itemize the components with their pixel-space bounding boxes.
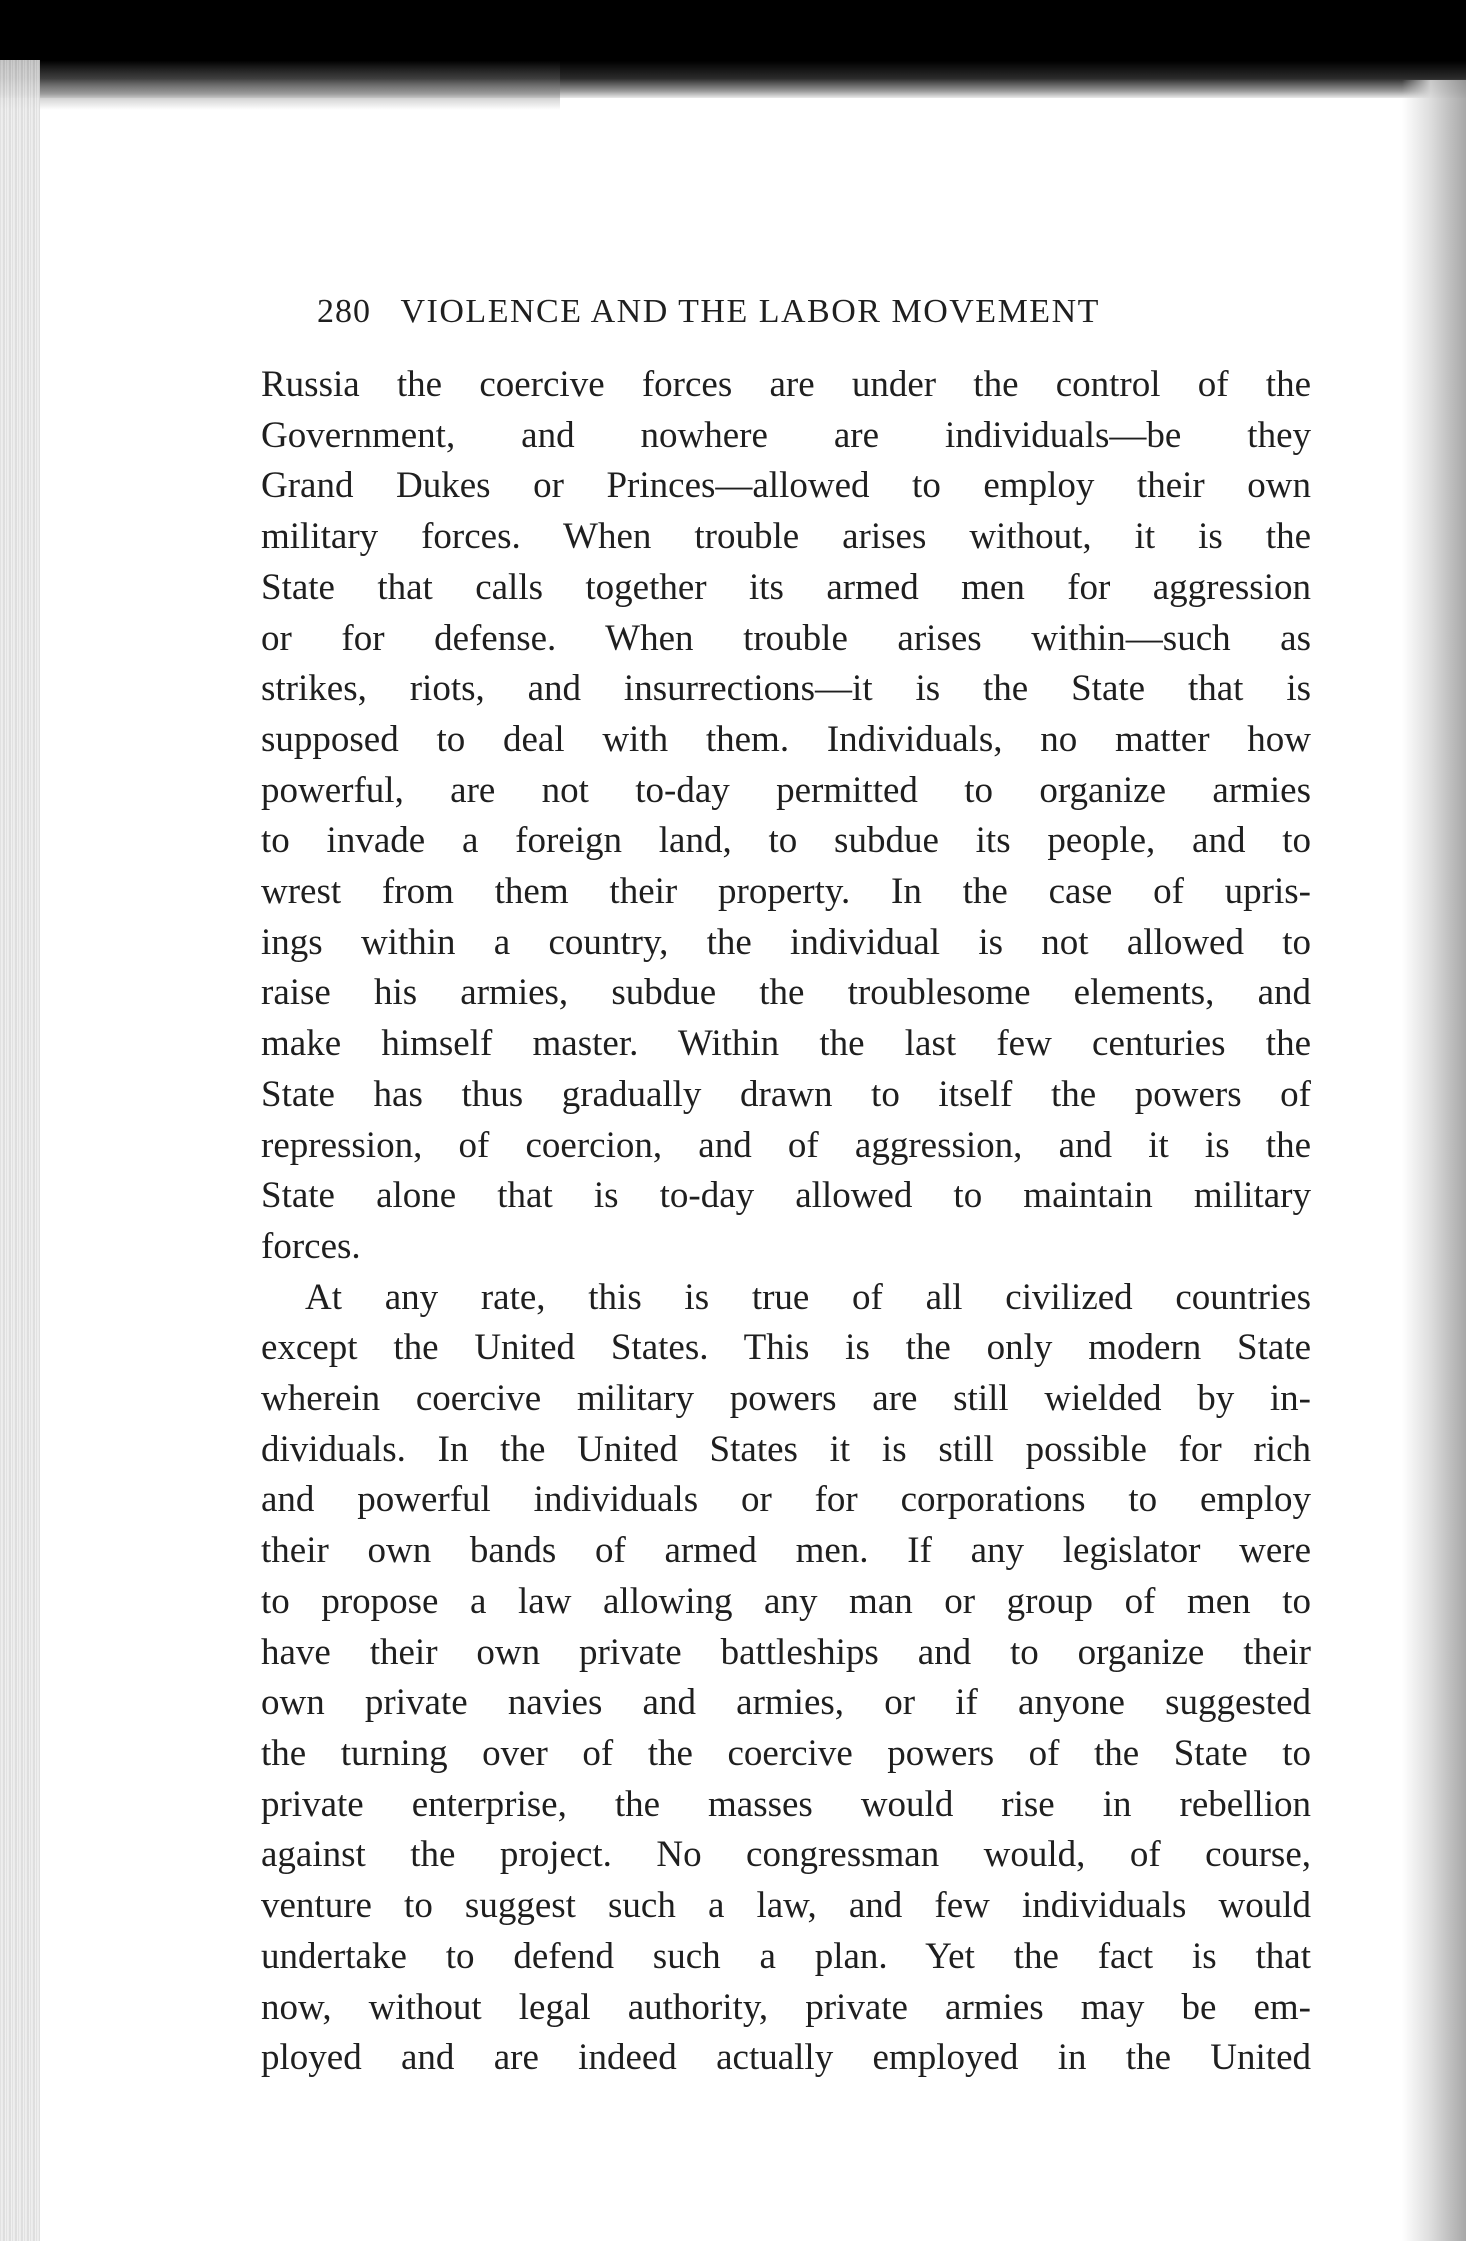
- text-line: ings within a country, the individual is not allowed to: [261, 921, 1311, 963]
- text-line: wherein coercive military powers are still wielded by in-: [261, 1378, 1311, 1420]
- text-line: military forces. When trouble arises without, it is the: [261, 516, 1311, 558]
- text-line: to invade a foreign land, to subdue its people, and to: [261, 820, 1311, 862]
- page-number: 280: [317, 293, 371, 330]
- text-line: private enterprise, the masses would rise in rebellion: [261, 1783, 1311, 1825]
- text-line: supposed to deal with them. Individuals, no matter how: [261, 718, 1311, 760]
- text-line: State has thus gradually drawn to itself the powers of: [261, 1073, 1311, 1115]
- text-line: Russia the coercive forces are under the control of the: [261, 364, 1311, 405]
- text-line: powerful, are not to-day permitted to organize armies: [261, 769, 1311, 811]
- text-line: Government, and nowhere are individuals—be they: [261, 414, 1311, 456]
- text-line: make himself master. Within the last few centuries the: [261, 1023, 1311, 1065]
- running-head: [317, 293, 1317, 331]
- text-line: State that calls together its armed men for aggression: [261, 566, 1311, 608]
- text-line: to propose a law allowing any man or group of men to: [261, 1580, 1311, 1622]
- text-line: their own bands of armed men. If any legislator were: [261, 1530, 1311, 1572]
- text-line: or for defense. When trouble arises within—such as: [261, 617, 1311, 659]
- text-line: have their own private battleships and to organize their: [261, 1631, 1311, 1673]
- text-line: now, without legal authority, private armies may be em-: [261, 1986, 1311, 2028]
- text-line: forces.: [261, 1225, 361, 1267]
- text-line: and powerful individuals or for corporations to employ: [261, 1479, 1311, 1521]
- text-line: repression, of coercion, and of aggression, and it is the: [261, 1124, 1311, 1166]
- text-line: except the United States. This is the only modern State: [261, 1327, 1311, 1369]
- text-line: against the project. No congressman would, of course,: [261, 1834, 1311, 1876]
- body-text: [261, 360, 1311, 2084]
- text-line: dividuals. In the United States it is still possible for rich: [261, 1428, 1311, 1470]
- text-line: undertake to defend such a plan. Yet the fact is that: [261, 1935, 1311, 1977]
- text-line: ployed and are indeed actually employed in the United: [261, 2037, 1311, 2079]
- text-line: Grand Dukes or Princes—allowed to employ their own: [261, 465, 1311, 507]
- text-line: own private navies and armies, or if anyone suggested: [261, 1682, 1311, 1724]
- text-line: raise his armies, subdue the troublesome elements, and: [261, 972, 1311, 1014]
- text-line: venture to suggest such a law, and few individuals would: [261, 1885, 1311, 1927]
- text-line: the turning over of the coercive powers of the State to: [261, 1732, 1311, 1774]
- chapter-title: VIOLENCE AND THE LABOR MOVEMENT: [400, 293, 1100, 330]
- text-line: At any rate, this is true of all civilized countries: [305, 1276, 1311, 1318]
- text-line: State alone that is to-day allowed to maintain military: [261, 1175, 1311, 1217]
- text-line: wrest from them their property. In the case of upris-: [261, 871, 1311, 913]
- text-line: strikes, riots, and insurrections—it is the State that is: [261, 668, 1311, 710]
